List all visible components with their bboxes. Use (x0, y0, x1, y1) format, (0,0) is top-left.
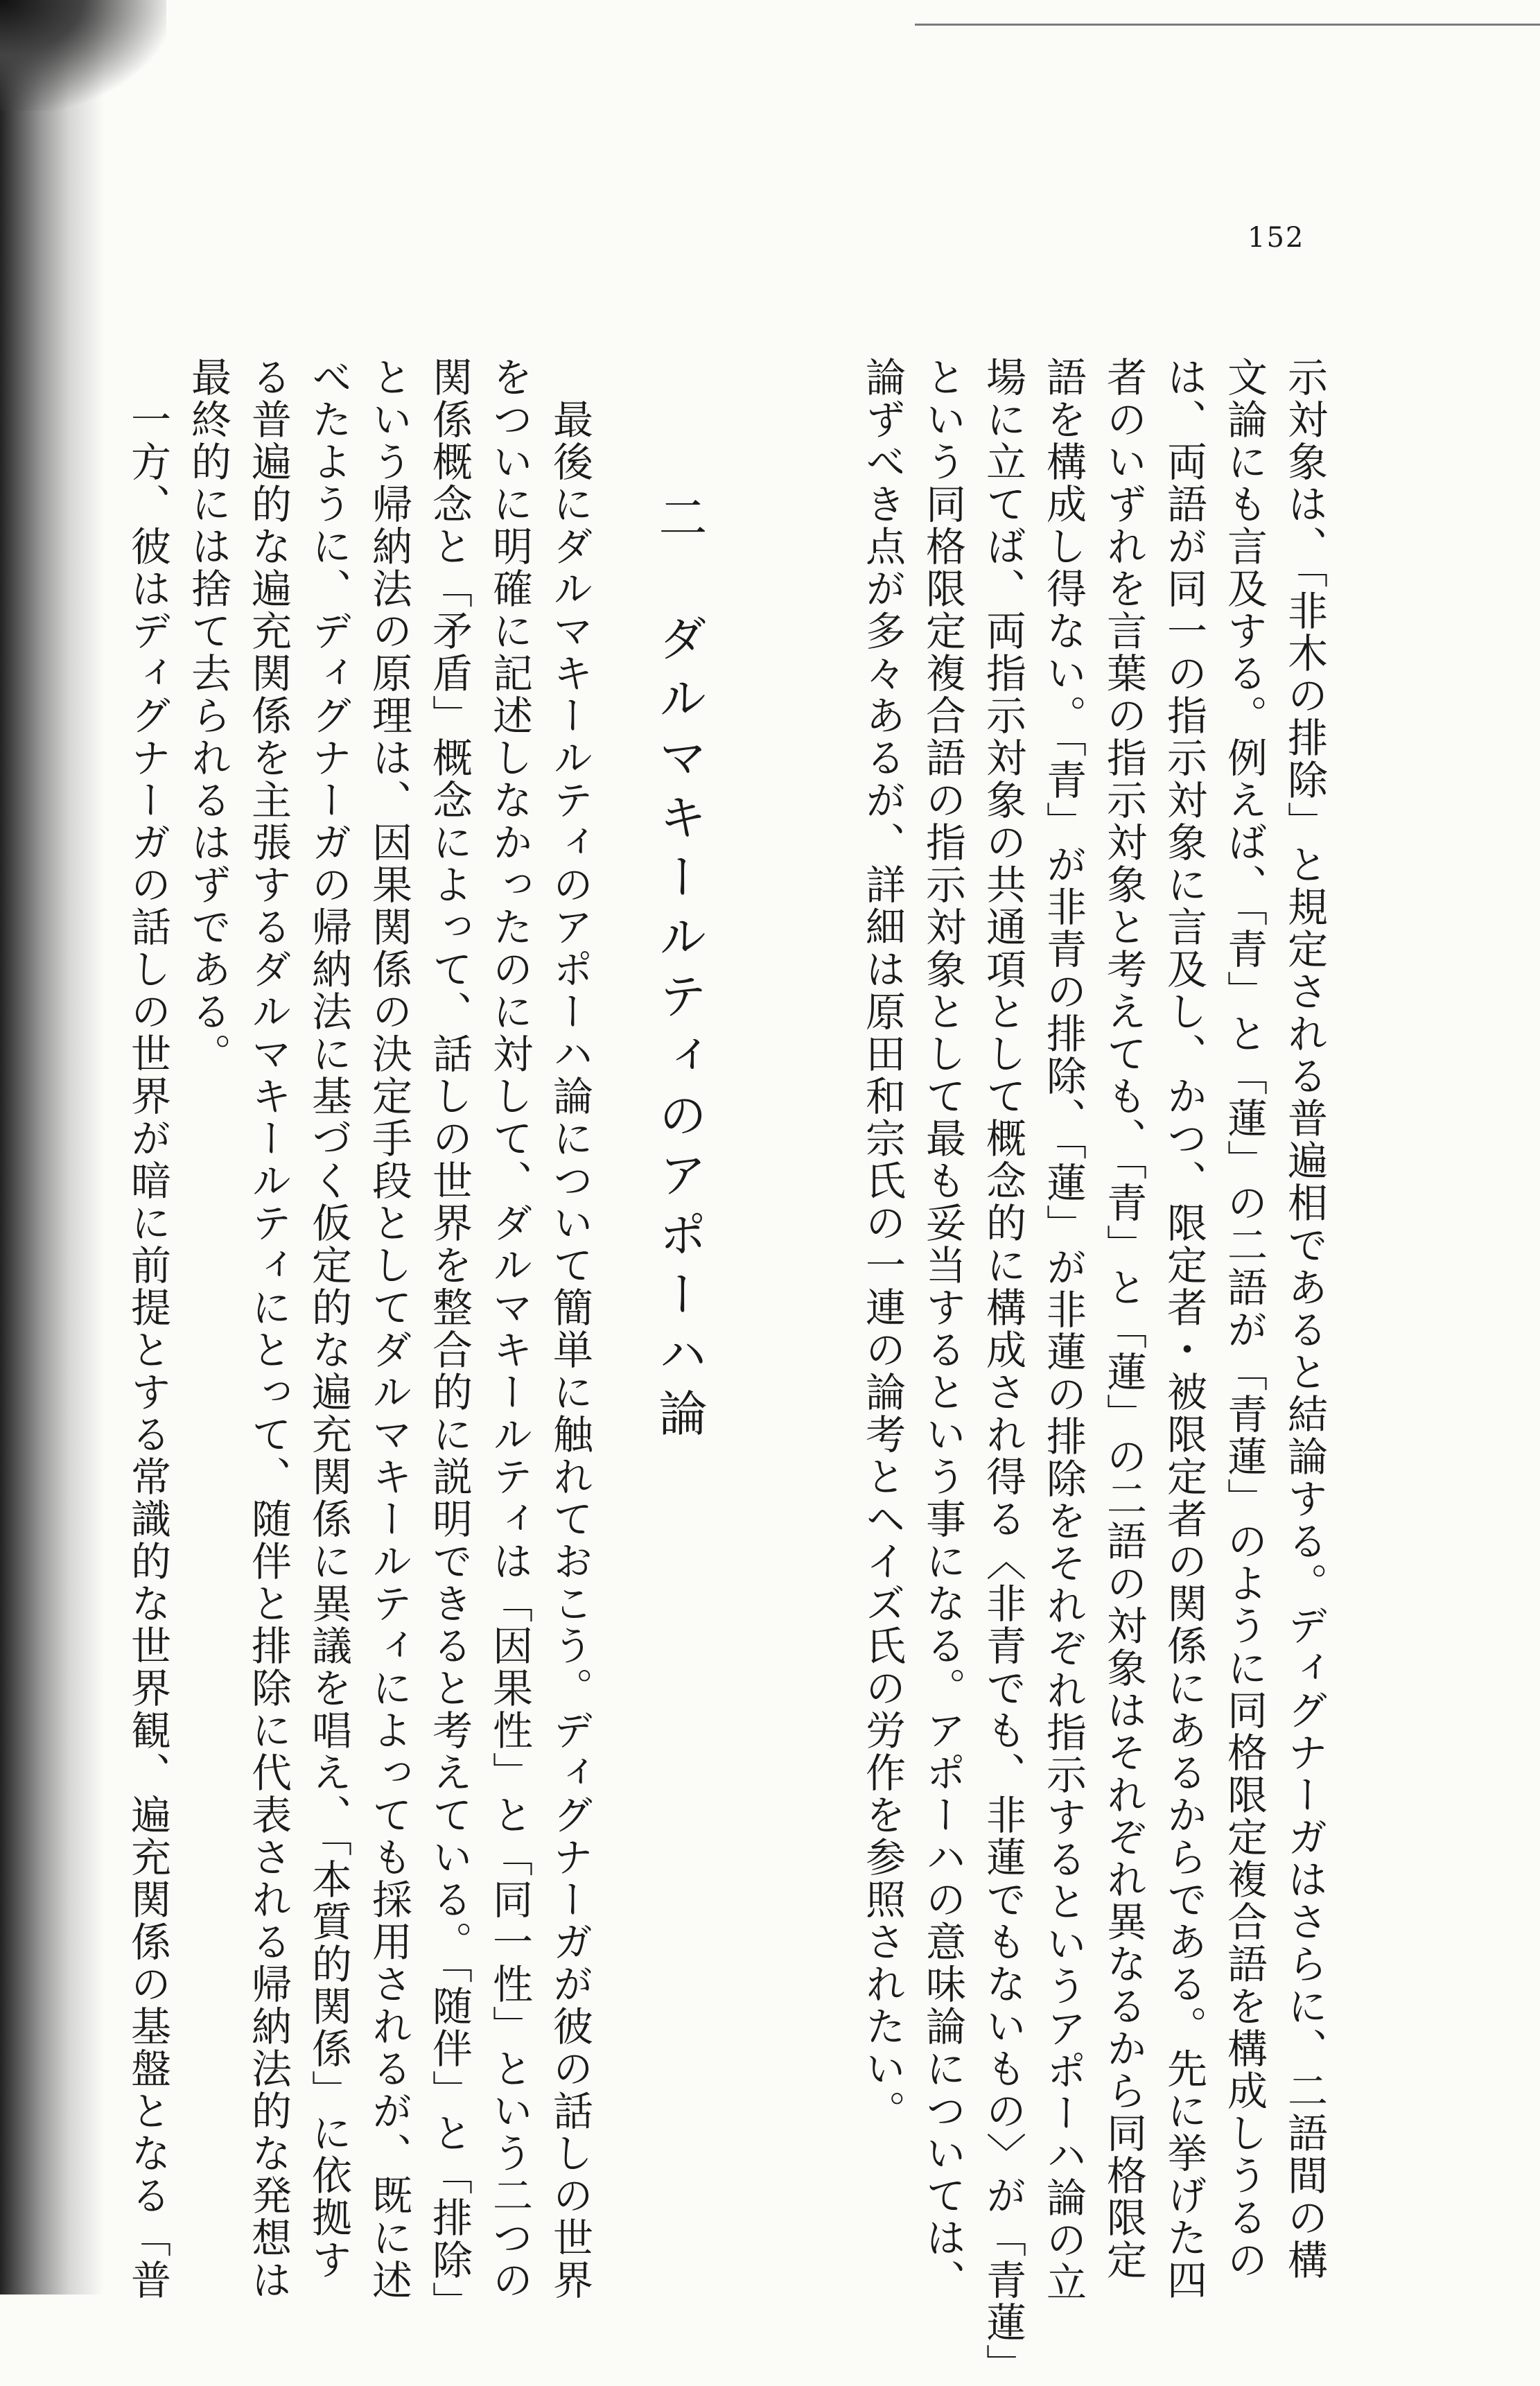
section-heading (650, 492, 708, 1447)
text-line: 示対象は、「非木の排除」と規定される普遍相であると結論する。ディグナーガはさらに、二語間の構 (1281, 356, 1328, 2281)
text-line: 最終的には捨て去られるはずである。 (184, 356, 231, 1075)
text-line: る普遍的な遍充関係を主張するダルマキールティにとって、随伴と排除に代表される帰納法的な発想は (245, 356, 292, 2301)
text-line: 者のいずれを言葉の指示対象と考えても、「青」と「蓮」の二語の対象はそれぞれ異なるから同格限定 (1100, 356, 1147, 2281)
text-line: をついに明確に記述しなかったのに対して、ダルマキールティは「因果性」と「同一性」という二つの (486, 356, 533, 2301)
text-line: 語を構成し得ない。「青」が非青の排除、「蓮」が非蓮の排除をそれぞれ指示するというアポーハ論の立 (1040, 356, 1087, 2304)
section-number: 二 (651, 492, 708, 552)
text-line: べたように、ディグナーガの帰納法に基づく仮定的な遍充関係に異議を唱え、「本質的関係」に依拠す (305, 356, 352, 2281)
text-line: という同格限定複合語の指示対象として最も妥当するという事になる。アポーハの意味論については、 (919, 356, 966, 2301)
text-line: 最後にダルマキールティのアポーハ論について簡単に触れておこう。ディグナーガが彼の話しの世界 (546, 356, 593, 2301)
text-line: 文論にも言及する。例えば、「青」と「蓮」の二語が「青蓮」のように同格限定複合語を構成しうるの (1220, 356, 1268, 2281)
scan-corner-shadow (0, 0, 166, 111)
scan-edge-shadow (0, 0, 104, 2294)
text-line: 関係概念と「矛盾」概念によって、話しの世界を整合的に説明できると考えている。「随伴」と「排除」 (426, 356, 473, 2324)
text-line: 一方、彼はディグナーガの話しの世界が暗に前提とする常識的な世界観、遍充関係の基盤となる「普 (124, 356, 171, 2301)
page-number: 152 (1248, 222, 1305, 254)
text-line: は、両語が同一の指示対象に言及し、かつ、限定者・被限定者の関係にあるからである。先に挙げた四 (1160, 356, 1207, 2301)
section-title: ダルマキールティのアポーハ論 (651, 613, 708, 1448)
top-rule (915, 24, 1540, 26)
text-line: 場に立てば、両指示対象の共通項として概念的に構成され得る〈非青でも、非蓮でもないもの〉が「青蓮」 (979, 356, 1026, 2386)
text-line: という帰納法の原理は、因果関係の決定手段としてダルマキールティによっても採用されるが、既に述 (365, 356, 412, 2301)
text-line: 論ずべき点が多々あるが、詳細は原田和宗氏の一連の論考とヘイズ氏の労作を参照されたい。 (859, 356, 906, 2132)
